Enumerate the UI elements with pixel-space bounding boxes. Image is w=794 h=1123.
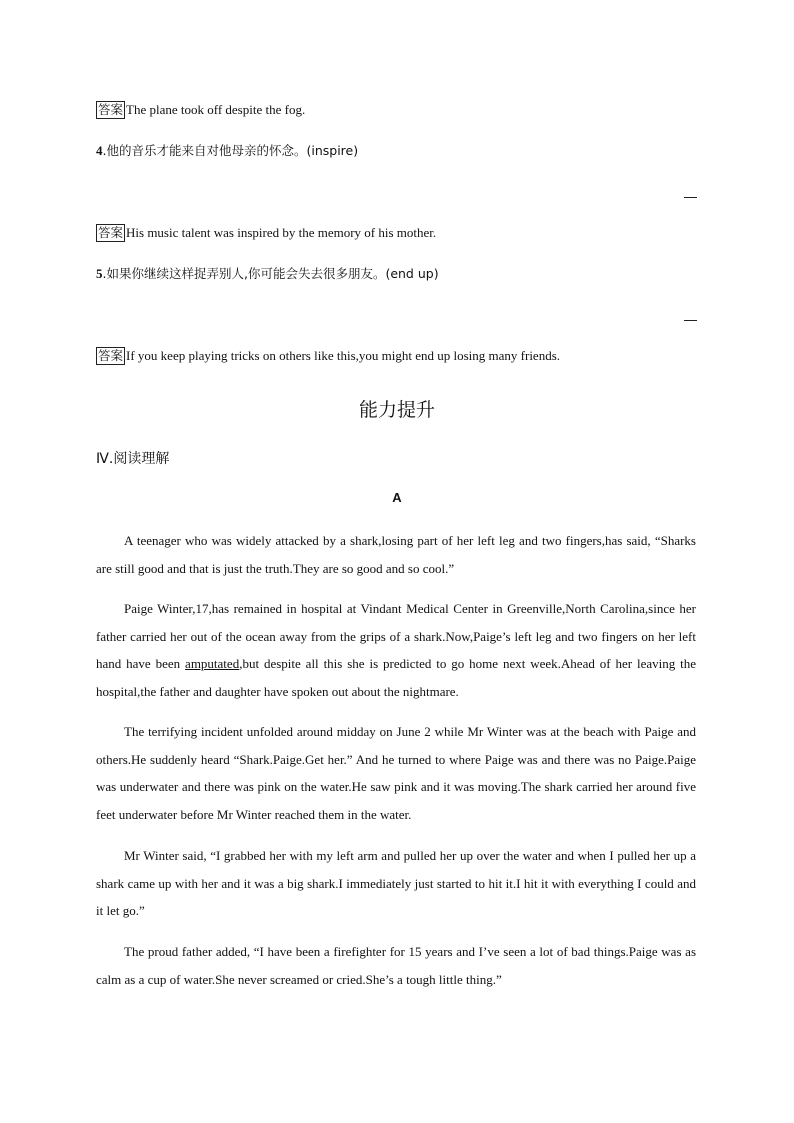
question-4-number: 4 [96, 143, 103, 158]
passage-paragraph-4: Mr Winter said, “I grabbed her with my left arm and pulled her up over the water and when I pulled her up a shark came up with her and it was a big shark.I immediately just started to hit it.I hit it with everything I could and it let go.” [96, 848, 696, 918]
answer-4 [96, 224, 436, 242]
passage-paragraph-5: The proud father added, “I have been a firefighter for 15 years and I’ve seen a lot of bad things.Paige was as calm as a cup of water.She never screamed or cried.She’s a tough little thing.” [96, 944, 696, 987]
p2-text-before: Paige Winter,17,has remained in hospital at Vindant Medical Center in Greenville,North Carolina,since her father carried her out of the ocean away from the grips of a shark.Now,Paige’s left leg and two fingers on her left hand have been [96, 601, 696, 671]
passage-paragraph-3: The terrifying incident unfolded around midday on June 2 while Mr Winter was at the beach with Paige and others.He suddenly heard “Shark.Paige.Get her.” And he turned to where Paige was and there was no Paige.Paige was underwater and there was pink on the water.He saw pink and it was moving.The shark carried her around five feet underwater before Mr Winter reached them in the water. [96, 724, 696, 822]
section-heading: 能力提升 [358, 399, 435, 421]
answer-5-text: If you keep playing tricks on others like this,you might end up losing many friends. [126, 348, 561, 363]
answer-3-text: The plane took off despite the fog. [126, 102, 306, 117]
question-4 [96, 142, 358, 160]
question-5-number: 5 [96, 266, 103, 281]
passage-title: A [392, 490, 402, 505]
passage-paragraph-1: A teenager who was widely attacked by a shark,losing part of her left leg and two fingers,has said, “Sharks are still good and that is just the truth.They are so good and so cool.” [96, 533, 696, 576]
question-4-prompt: .他的音乐才能来自对他母亲的怀念。(inspire) [102, 143, 359, 158]
underlined-word: amputated [185, 656, 240, 671]
answer-label: 答案 [98, 225, 124, 240]
answer-5 [96, 347, 560, 365]
answer-4-text: His music talent was inspired by the memory of his mother. [126, 225, 437, 240]
answer-blank-line-4 [684, 197, 697, 198]
answer-label: 答案 [98, 102, 124, 117]
answer-3 [96, 101, 305, 119]
answer-label: 答案 [98, 348, 124, 363]
question-5 [96, 265, 439, 283]
p2-text-after: ,but despite all this she is predicted to go home next week.Ahead of her leaving the hospital,the father and daughter have spoken out about the nightmare. [96, 656, 696, 699]
passage-paragraph-2 [96, 595, 696, 705]
section-label: Ⅳ.阅读理解 [96, 451, 170, 467]
answer-blank-line-5 [684, 320, 697, 321]
question-5-prompt: .如果你继续这样捉弄别人,你可能会失去很多朋友。(end up) [102, 266, 439, 281]
